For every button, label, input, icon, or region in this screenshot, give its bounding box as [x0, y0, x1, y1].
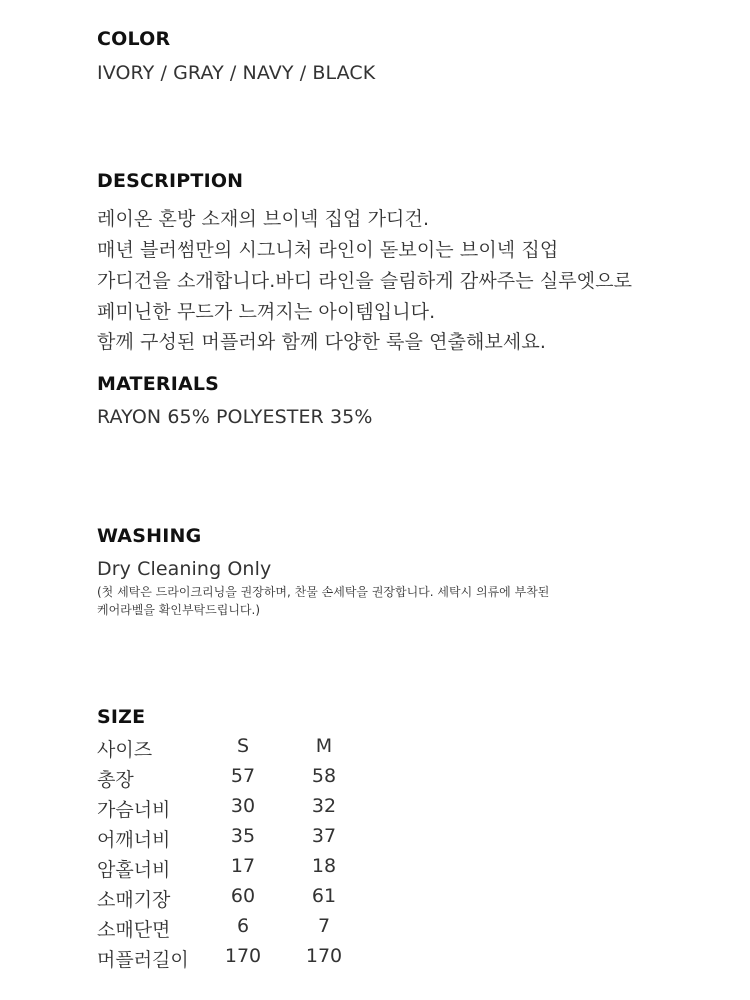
size-measure-label: 소매단면: [97, 919, 171, 941]
washing-note-line: (첫 세탁은 드라이크리닝을 권장하며, 찬물 손세탁을 권장합니다. 세탁시 의류에 부착된: [97, 585, 550, 599]
description-line: 페미닌한 무드가 느껴지는 아이템입니다.: [97, 301, 436, 323]
size-row: [97, 945, 397, 975]
description-heading: DESCRIPTION: [97, 170, 244, 192]
size-header-m: M: [315, 735, 333, 757]
size-row: [97, 765, 397, 795]
size-header-label: 사이즈: [97, 739, 153, 761]
size-row: [97, 885, 397, 915]
materials-value: RAYON 65% POLYESTER 35%: [97, 406, 373, 428]
size-value-s: 60: [230, 885, 256, 907]
description-line: 레이온 혼방 소재의 브이넥 집업 가디건.: [97, 208, 430, 230]
size-value-s: 57: [230, 765, 256, 787]
size-value-m: 32: [311, 795, 337, 817]
size-row: [97, 795, 397, 825]
size-measure-label: 소매기장: [97, 889, 171, 911]
size-value-s: 17: [230, 855, 256, 877]
color-value: IVORY / GRAY / NAVY / BLACK: [97, 62, 376, 84]
color-heading: COLOR: [97, 28, 171, 50]
size-heading: SIZE: [97, 706, 146, 728]
size-row: [97, 915, 397, 945]
size-measure-label: 가슴너비: [97, 799, 171, 821]
size-measure-label: 어깨너비: [97, 829, 171, 851]
size-row: [97, 855, 397, 885]
size-value-m: 37: [311, 825, 337, 847]
size-value-m: 58: [311, 765, 337, 787]
description-line: 함께 구성된 머플러와 함께 다양한 룩을 연출해보세요.: [97, 331, 546, 353]
size-row: [97, 825, 397, 855]
size-value-s: 30: [230, 795, 256, 817]
size-header-s: S: [236, 735, 250, 757]
size-value-s: 6: [236, 915, 250, 937]
washing-value: Dry Cleaning Only: [97, 558, 272, 580]
size-value-m: 170: [305, 945, 343, 967]
description-line: 가디건을 소개합니다.바디 라인을 슬림하게 감싸주는 실루엣으로: [97, 270, 633, 292]
size-value-s: 35: [230, 825, 256, 847]
size-value-m: 61: [311, 885, 337, 907]
materials-heading: MATERIALS: [97, 373, 220, 395]
washing-note-line: 케어라벨을 확인부탁드립니다.): [97, 603, 261, 617]
size-value-s: 170: [224, 945, 262, 967]
size-measure-label: 머플러길이: [97, 949, 189, 971]
size-measure-label: 암홀너비: [97, 859, 171, 881]
description-line: 매년 블러썸만의 시그니처 라인이 돋보이는 브이넥 집업: [97, 239, 559, 261]
size-measure-label: 총장: [97, 769, 134, 791]
size-header-row: [97, 735, 397, 765]
size-value-m: 18: [311, 855, 337, 877]
size-value-m: 7: [317, 915, 331, 937]
washing-heading: WASHING: [97, 525, 202, 547]
